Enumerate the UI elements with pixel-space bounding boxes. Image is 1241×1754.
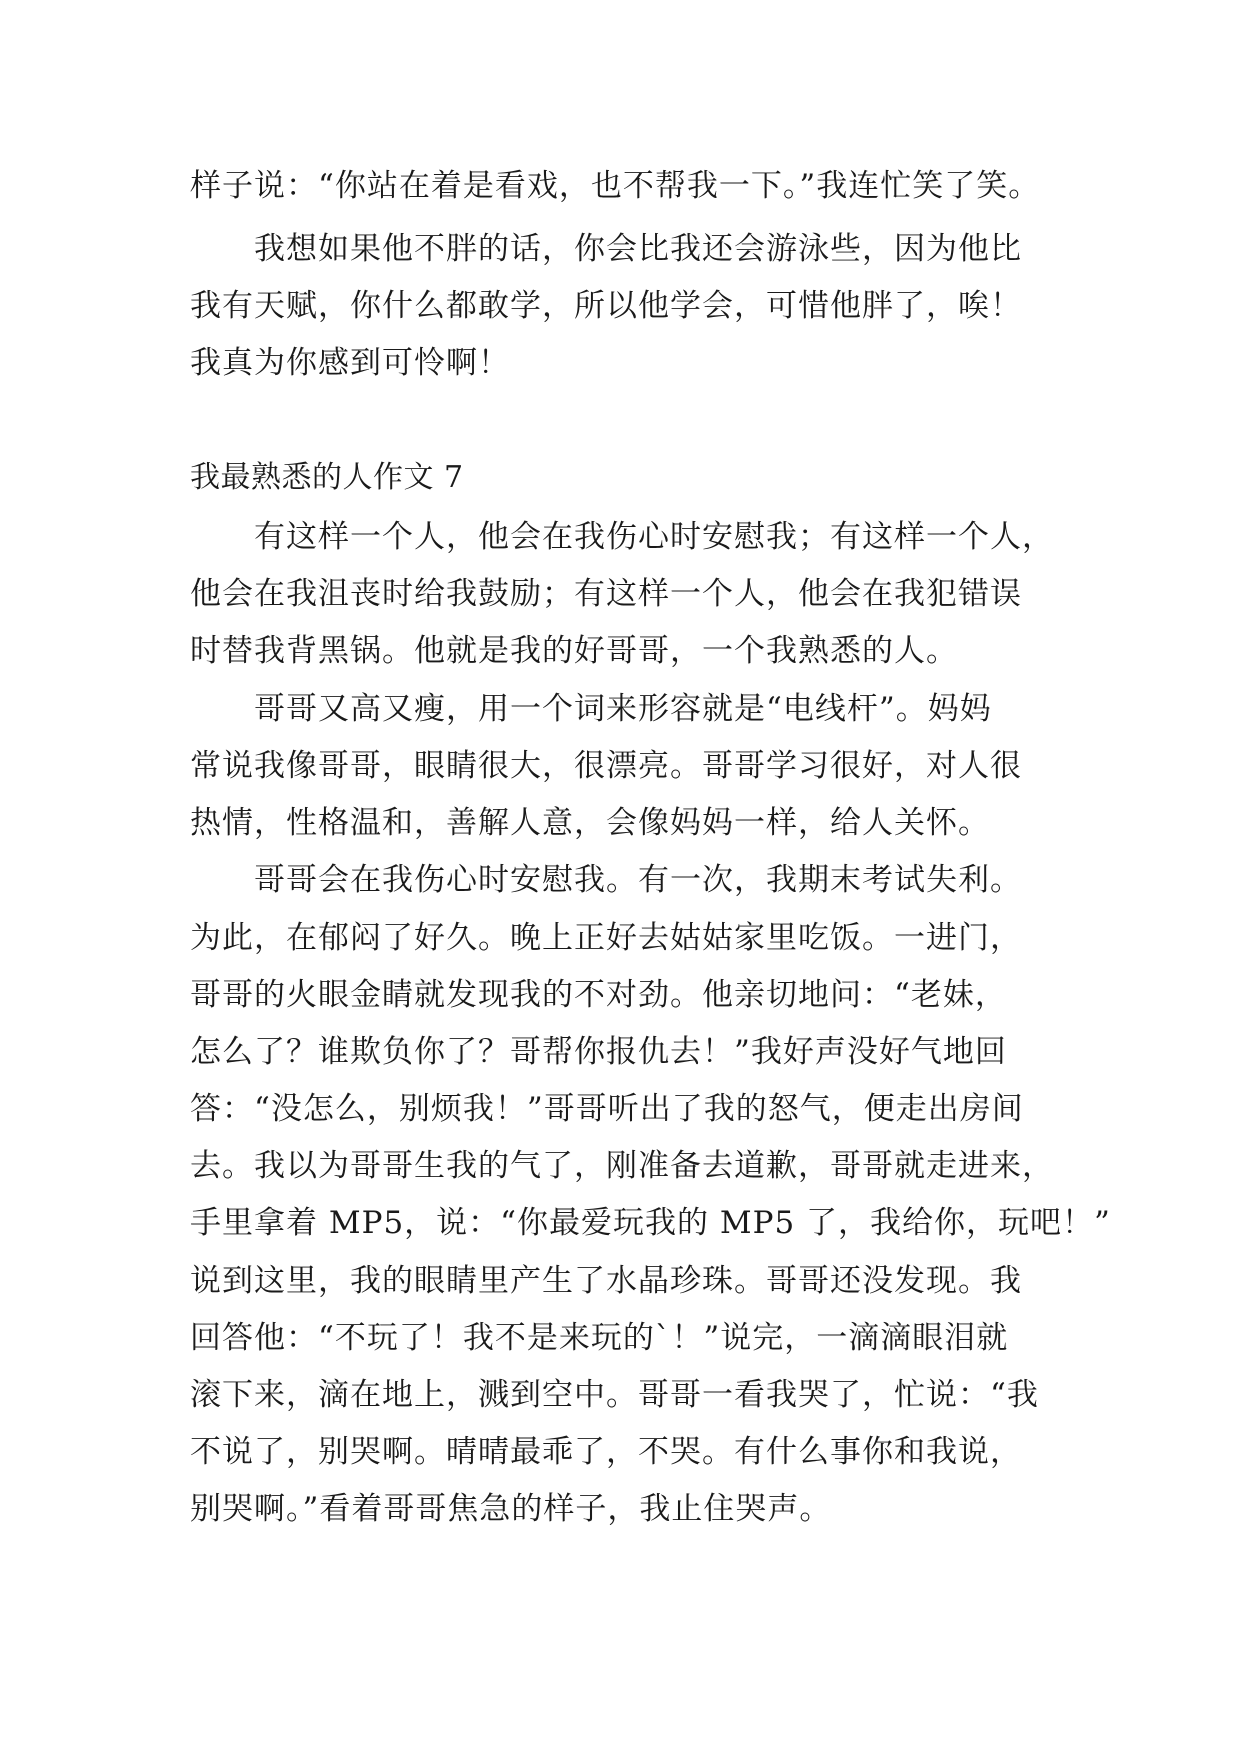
paragraph-line: 热情，性格温和，善解人意，会像妈妈一样，给人关怀。 [190, 805, 990, 841]
paragraph-line: 有这样一个人，他会在我伤心时安慰我；有这样一个人， [254, 519, 1054, 555]
paragraph-line: 说到这里，我的眼睛里产生了水晶珍珠。哥哥还没发现。我 [190, 1263, 1022, 1299]
paragraph-line: 答：“没怎么，别烦我！”哥哥听出了我的怒气，便走出房间 [190, 1091, 1024, 1127]
paragraph-line: 去。我以为哥哥生我的气了，刚准备去道歉，哥哥就走进来， [190, 1148, 1054, 1184]
paragraph-line: 我真为你感到可怜啊！ [190, 345, 510, 381]
paragraph-line: 常说我像哥哥，眼睛很大，很漂亮。哥哥学习很好，对人很 [190, 748, 1022, 784]
paragraph-line: 时替我背黑锅。他就是我的好哥哥，一个我熟悉的人。 [190, 633, 958, 669]
paragraph-line: 别哭啊。”看着哥哥焦急的样子，我止住哭声。 [190, 1491, 832, 1527]
paragraph-line: 回答他：“不玩了！我不是来玩的`！”说完，一滴滴眼泪就 [190, 1320, 1009, 1356]
paragraph-line: 我想如果他不胖的话，你会比我还会游泳些，因为他比 [254, 231, 1022, 267]
paragraph-line: 哥哥又高又瘦，用一个词来形容就是“电线杆”。妈妈 [254, 691, 992, 727]
paragraph-line: 他会在我沮丧时给我鼓励；有这样一个人，他会在我犯错误 [190, 576, 1022, 612]
paragraph-line: 怎么了？谁欺负你了？哥帮你报仇去！”我好声没好气地回 [190, 1034, 1007, 1070]
paragraph-line: 为此，在郁闷了好久。晚上正好去姑姑家里吃饭。一进门， [190, 920, 1022, 956]
paragraph-line: 哥哥会在我伤心时安慰我。有一次，我期末考试失利。 [254, 862, 1022, 898]
paragraph-line: 手里拿着 MP5，说：“你最爱玩我的 MP5 了，我给你，玩吧！” [190, 1205, 1111, 1241]
paragraph-line: 哥哥的火眼金睛就发现我的不对劲。他亲切地问：“老妹， [190, 977, 1007, 1013]
paragraph-line: 样子说：“你站在着是看戏，也不帮我一下。”我连忙笑了笑。 [190, 168, 1041, 204]
paragraph-line: 我有天赋，你什么都敢学，所以他学会，可惜他胖了，唉！ [190, 288, 1022, 324]
paragraph-line: 不说了，别哭啊。晴晴最乖了，不哭。有什么事你和我说， [190, 1434, 1022, 1470]
paragraph-line: 滚下来，滴在地上，溅到空中。哥哥一看我哭了，忙说：“我 [190, 1377, 1039, 1413]
section-heading: 我最熟悉的人作文 7 [190, 460, 464, 495]
